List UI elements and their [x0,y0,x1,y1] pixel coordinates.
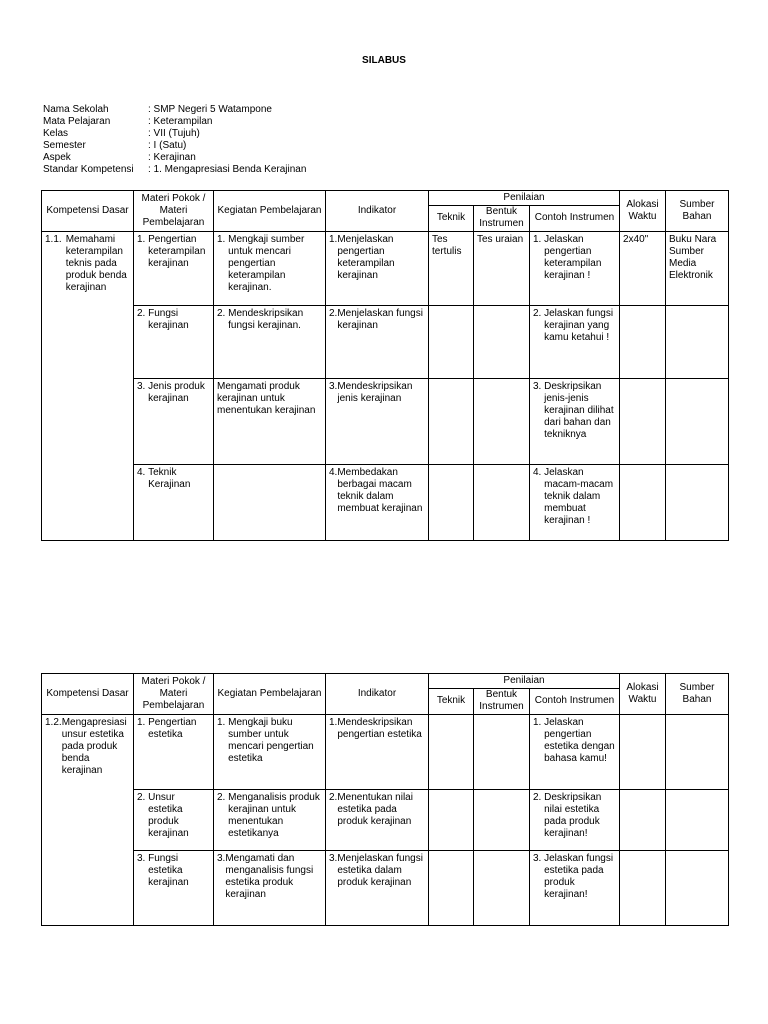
indikator-text: Mendeskripsikan pengertian estetika [337,717,422,740]
list-number: 3. [329,853,338,864]
header-teknik: Teknik [429,688,474,714]
contoh-text: Jelaskan pengertian keterampilan kerajinan ! [544,234,602,281]
list-number: 3. [533,853,545,864]
kegiatan-text: Mengkaji sumber untuk mencari pengertian keterampilan kerajinan. [228,234,305,293]
kd-text: Mengapresiasi unsur estetika pada produk benda kerajinan [61,717,127,776]
materi-text: Pengertian keterampilan kerajinan [148,234,206,269]
header-alokasi: Alokasi Waktu [620,674,666,715]
sumber-cell [666,306,729,379]
list-number: 3. [217,853,226,864]
list-number: 3. [533,381,545,392]
header-teknik: Teknik [429,205,474,231]
contoh-cell [530,790,620,851]
meta-value: : VII (Tujuh) [148,128,200,139]
header-bentuk: Bentuk Instrumen [474,688,530,714]
indikator-cell [326,465,429,541]
meta-key: Semester [43,140,86,151]
materi-cell [134,379,214,465]
contoh-cell [530,465,620,541]
meta-key: Nama Sekolah [43,104,109,115]
materi-text: Pengertian estetika [148,717,197,740]
contoh-text: Deskripsikan nilai estetika pada produk kerajinan! [544,792,602,839]
list-number: 2. [329,308,338,319]
list-number: 2. [533,308,545,319]
kegiatan-text: Menganalisis produk kerajinan untuk menentukan estetikanya [228,792,320,839]
contoh-text: Jelaskan pengertian estetika dengan bahasa kamu! [544,717,615,764]
header-materi: Materi Pokok / Materi Pembelajaran [134,191,214,232]
indikator-text: Menjelaskan fungsi estetika dalam produk kerajinan [337,853,423,888]
kegiatan-text: Mengamati dan menganalisis fungsi estetika produk kerajinan [225,853,314,900]
kompetensi-dasar-cell [42,715,134,926]
kegiatan-cell [214,790,326,851]
list-number: 3. [137,853,149,864]
kegiatan-cell [214,232,326,306]
header-penilaian: Penilaian [429,191,620,206]
list-number: 2. [137,792,149,803]
indikator-text: Mendeskripsikan jenis kerajinan [337,381,413,404]
bentuk-cell [474,306,530,379]
indikator-cell [326,379,429,465]
list-number: 1. [137,717,149,728]
meta-value: : Kerajinan [148,152,196,163]
list-number: 2. [533,792,545,803]
header-contoh: Contoh Instrumen [530,688,620,714]
header-penilaian: Penilaian [429,674,620,689]
indikator-cell [326,306,429,379]
teknik-cell [429,790,474,851]
document-title: SILABUS [362,55,406,66]
header-sumber: Sumber Bahan [666,191,729,232]
meta-key: Mata Pelajaran [43,116,111,127]
contoh-cell [530,306,620,379]
materi-cell [134,232,214,306]
alokasi-cell [620,306,666,379]
sumber-cell [666,379,729,465]
indikator-cell [326,851,429,926]
bentuk-cell [474,790,530,851]
meta-value: : Keterampilan [148,116,213,127]
bentuk-cell [474,851,530,926]
materi-cell [134,790,214,851]
list-number: 1. [217,234,229,245]
contoh-text: Jelaskan fungsi kerajinan yang kamu ketahui ! [544,308,614,343]
sumber-cell [666,851,729,926]
contoh-text: Jelaskan macam-macam teknik dalam membuat kerajinan ! [544,467,614,526]
indikator-text: Menjelaskan fungsi kerajinan [337,308,423,331]
header-bentuk: Bentuk Instrumen [474,205,530,231]
kegiatan-cell [214,851,326,926]
header-kegiatan: Kegiatan Pembelajaran [214,674,326,715]
materi-text: Teknik Kerajinan [148,467,191,490]
header-materi: Materi Pokok / Materi Pembelajaran [134,674,214,715]
header-kegiatan: Kegiatan Pembelajaran [214,191,326,232]
kegiatan-cell [214,379,326,465]
list-number: 4. [137,467,149,478]
bentuk-cell [474,465,530,541]
header-contoh: Contoh Instrumen [530,205,620,231]
indikator-text: Menentukan nilai estetika pada produk kerajinan [337,792,413,827]
contoh-cell [530,232,620,306]
alokasi-cell [620,790,666,851]
bentuk-cell [474,379,530,465]
list-number: 4. [533,467,545,478]
teknik-cell: Tes tertulis [429,232,474,306]
indikator-text: Menjelaskan pengertian keterampilan kerajinan [337,234,395,281]
sumber-cell: Buku Nara Sumber Media Elektronik [666,232,729,306]
materi-text: Jenis produk kerajinan [148,381,205,404]
list-number: 2. [329,792,338,803]
materi-text: Fungsi kerajinan [148,308,189,331]
kegiatan-text: Mendeskripsikan fungsi kerajinan. [228,308,304,331]
contoh-cell [530,715,620,790]
kd-number: 1.2. [45,717,62,728]
alokasi-cell [620,379,666,465]
materi-text: Unsur estetika produk kerajinan [148,792,189,839]
meta-key: Aspek [43,152,71,163]
kd-text: Memahami keterampilan teknis pada produk benda kerajinan [65,234,127,293]
header-alokasi: Alokasi Waktu [620,191,666,232]
kegiatan-cell [214,465,326,541]
contoh-text: Deskripsikan jenis-jenis kerajinan dilihat dari bahan dan tekniknya [544,381,614,440]
kegiatan-text: Mengkaji buku sumber untuk mencari pengertian estetika [228,717,314,764]
meta-value: : 1. Mengapresiasi Benda Kerajinan [148,164,307,175]
indikator-text: Membedakan berbagai macam teknik dalam membuat kerajinan [337,467,423,514]
meta-value: : SMP Negeri 5 Watampone [148,104,272,115]
meta-info [43,104,306,176]
materi-cell [134,715,214,790]
alokasi-cell: 2x40" [620,232,666,306]
header-indikator: Indikator [326,674,429,715]
list-number: 1. [533,234,545,245]
materi-cell [134,465,214,541]
kegiatan-cell [214,715,326,790]
list-number: 3. [137,381,149,392]
indikator-cell [326,790,429,851]
list-number: 2. [217,308,229,319]
meta-value: : I (Satu) [148,140,187,151]
alokasi-cell [620,715,666,790]
kegiatan-cell [214,306,326,379]
list-number: 2. [137,308,149,319]
materi-cell [134,306,214,379]
list-number: 2. [217,792,229,803]
contoh-cell [530,851,620,926]
syllabus-table-2 [41,673,729,926]
sumber-cell [666,790,729,851]
teknik-cell [429,465,474,541]
bentuk-cell [474,715,530,790]
list-number: 1. [533,717,545,728]
header-indikator: Indikator [326,191,429,232]
teknik-cell [429,306,474,379]
indikator-cell [326,715,429,790]
header-kompetensi: Kompetensi Dasar [42,674,134,715]
alokasi-cell [620,465,666,541]
kegiatan-text: Mengamati produk kerajinan untuk menentukan kerajinan [217,381,316,416]
teknik-cell [429,715,474,790]
syllabus-table-1 [41,190,729,541]
contoh-cell [530,379,620,465]
materi-cell [134,851,214,926]
list-number: 4. [329,467,338,478]
alokasi-cell [620,851,666,926]
contoh-text: Jelaskan fungsi estetika pada produk kerajinan! [544,853,614,900]
list-number: 1. [329,717,338,728]
sumber-cell [666,715,729,790]
kompetensi-dasar-cell [42,232,134,541]
list-number: 3. [329,381,338,392]
list-number: 1. [217,717,229,728]
indikator-cell [326,232,429,306]
list-number: 1. [137,234,149,245]
meta-key: Standar Kompetensi [43,164,134,175]
list-number: 1. [329,234,338,245]
teknik-cell [429,379,474,465]
bentuk-cell: Tes uraian [474,232,530,306]
materi-text: Fungsi estetika kerajinan [148,853,189,888]
header-sumber: Sumber Bahan [666,674,729,715]
sumber-cell [666,465,729,541]
teknik-cell [429,851,474,926]
meta-key: Kelas [43,128,69,139]
header-kompetensi: Kompetensi Dasar [42,191,134,232]
kd-number: 1.1. [45,234,62,245]
